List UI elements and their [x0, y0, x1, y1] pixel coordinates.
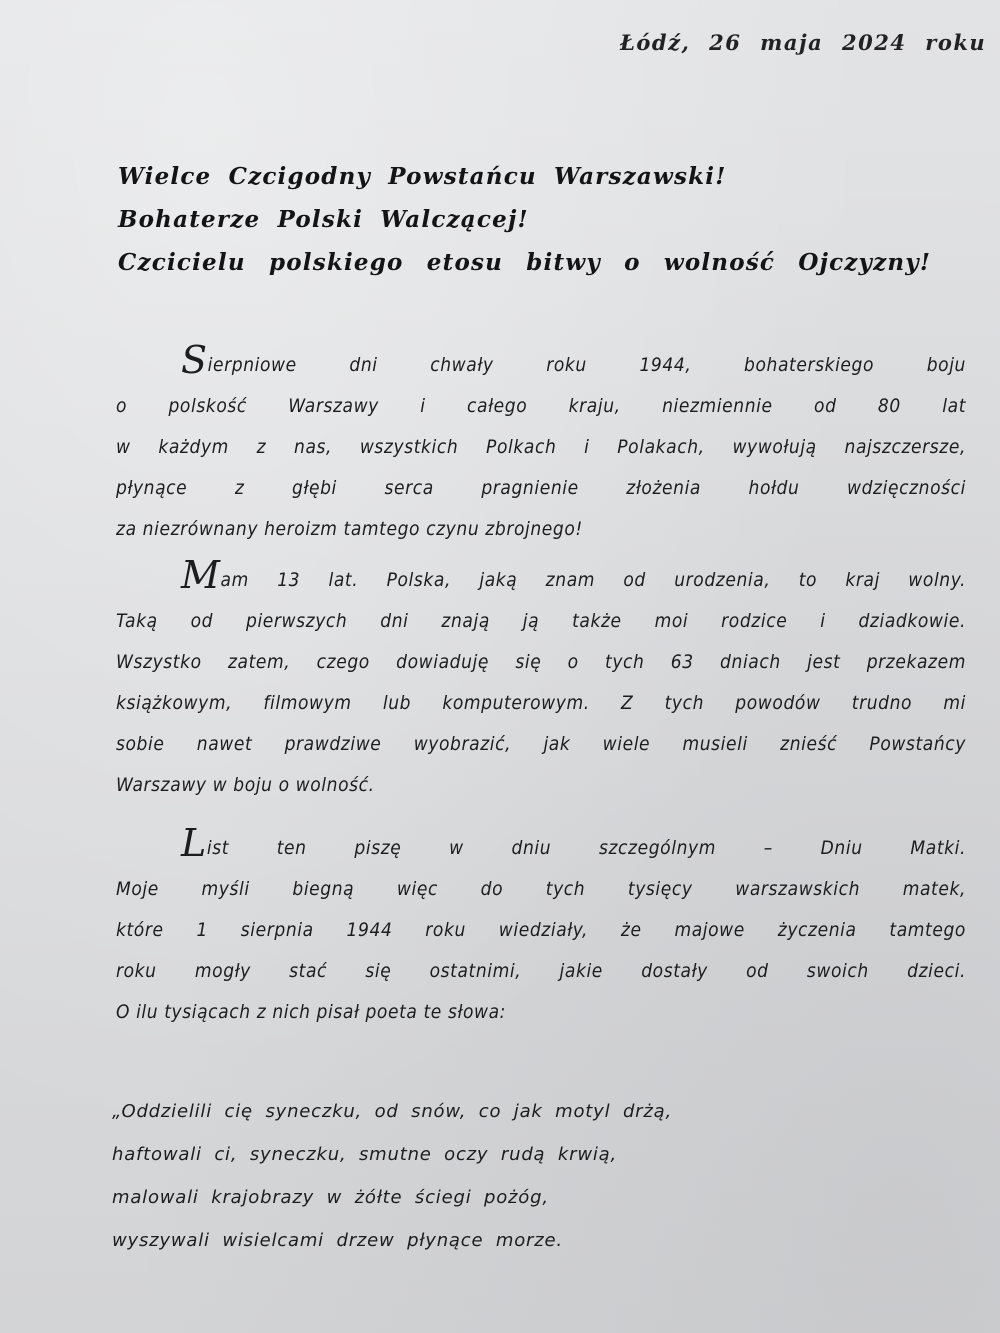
- paragraph-line: Mam 13 lat. Polska, jaką znam od urodzenia, to kraj wolny.: [181, 553, 966, 597]
- paragraph-line: Wszystko zatem, czego dowiaduję się o tych 63 dniach jest przekazem: [116, 651, 966, 673]
- paragraph-line: o polskość Warszawy i całego kraju, niezmiennie od 80 lat: [116, 395, 966, 417]
- poem-quote: [112, 1090, 672, 1262]
- drop-initial: L: [181, 821, 207, 865]
- paragraph-line: Warszawy w boju o wolność.: [116, 774, 375, 796]
- paragraph-line: za niezrównany heroizm tamtego czynu zbrojnego!: [116, 518, 583, 540]
- paragraph-line: roku mogły stać się ostatnimi, jakie dostały od swoich dzieci.: [116, 960, 966, 982]
- poem-line: „Oddzielili cię syneczku, od snów, co jak motyl drżą,: [112, 1101, 672, 1122]
- paragraph-1: [116, 338, 966, 550]
- drop-initial: S: [181, 338, 208, 382]
- paragraph-line: Taką od pierwszych dni znają ją także moi rodzice i dziadkowie.: [116, 610, 966, 632]
- salutation: [118, 155, 931, 284]
- paragraph-3: [116, 821, 966, 1033]
- drop-initial: M: [181, 553, 221, 597]
- paragraph-line: Moje myśli biegną więc do tych tysięcy warszawskich matek,: [116, 878, 966, 900]
- paragraph-line: sobie nawet prawdziwe wyobrazić, jak wiele musieli znieść Powstańcy: [116, 733, 966, 755]
- paragraph-line: w każdym z nas, wszystkich Polkach i Polakach, wywołują najszczersze,: [116, 436, 966, 458]
- salutation-line: Wielce Czcigodny Powstańcu Warszawski!: [118, 163, 727, 190]
- paragraph-line: książkowym, filmowym lub komputerowym. Z tych powodów trudno mi: [116, 692, 966, 714]
- poem-line: wyszywali wisielcami drzew płynące morze.: [112, 1230, 563, 1251]
- paragraph-line: które 1 sierpnia 1944 roku wiedziały, że majowe życzenia tamtego: [116, 919, 966, 941]
- paragraph-line: Sierpniowe dni chwały roku 1944, bohaterskiego boju: [181, 338, 966, 382]
- place-date: Łódź, 26 maja 2024 roku: [620, 30, 987, 55]
- paragraph-line: O ilu tysiącach z nich pisał poeta te słowa:: [116, 1001, 507, 1023]
- paragraph-line: List ten piszę w dniu szczególnym – Dniu Matki.: [181, 821, 966, 865]
- poem-line: haftowali ci, syneczku, smutne oczy rudą krwią,: [112, 1144, 617, 1165]
- salutation-line: Czcicielu polskiego etosu bitwy o wolność Ojczyzny!: [118, 249, 932, 276]
- poem-line: malowali krajobrazy w żółte ściegi pożóg,: [112, 1187, 549, 1208]
- paragraph-line: płynące z głębi serca pragnienie złożenia hołdu wdzięczności: [116, 477, 966, 499]
- paragraph-2: [116, 553, 966, 806]
- salutation-line: Bohaterze Polski Walczącej!: [118, 206, 529, 233]
